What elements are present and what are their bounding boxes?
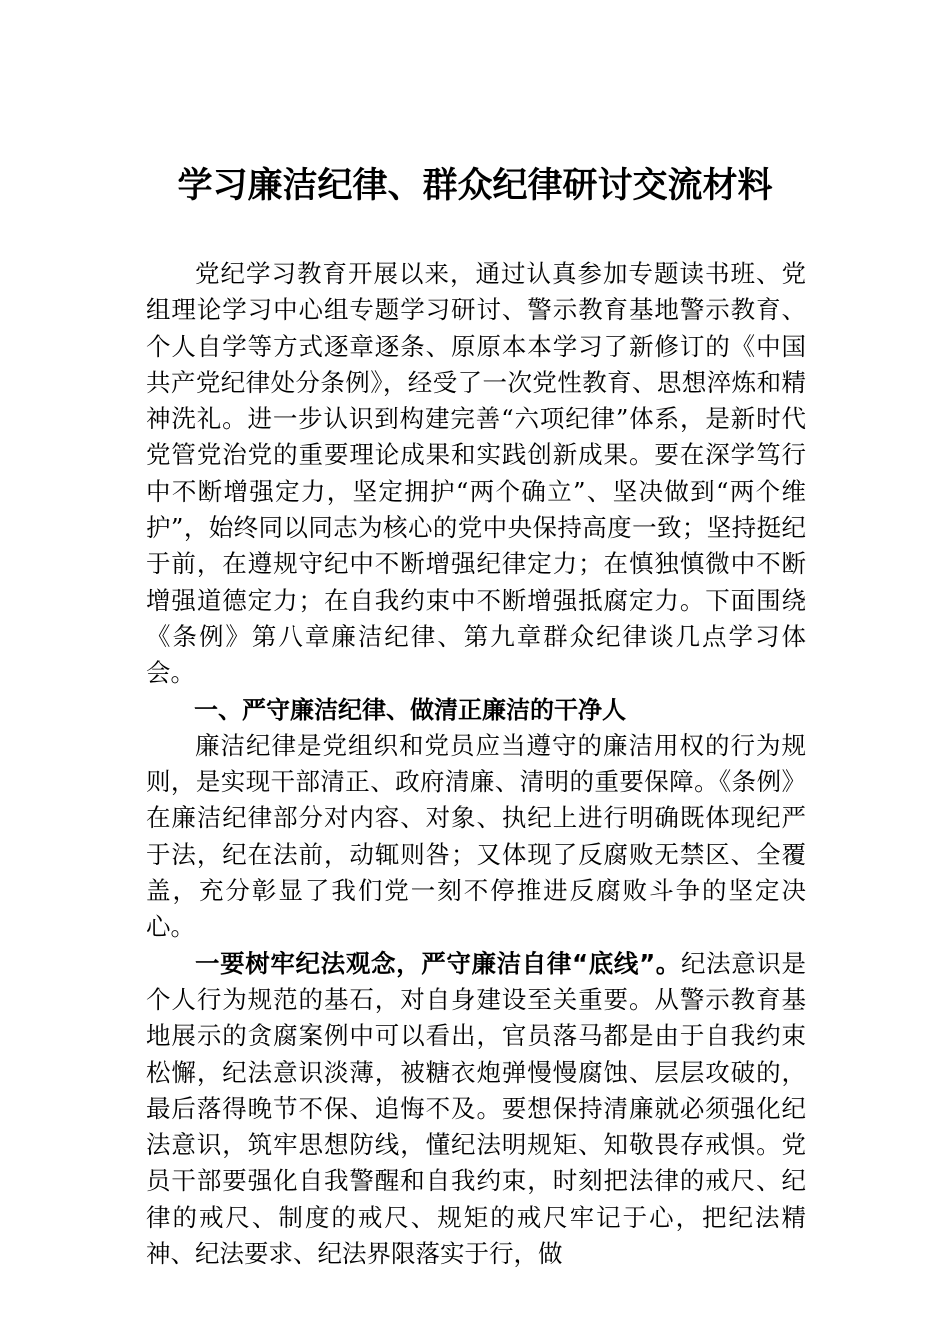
paragraph-lead-sentence: 一要树牢纪法观念，严守廉洁自律“底线”。 <box>195 948 681 978</box>
paragraph-body-text: 纪法意识是个人行为规范的基石，对自身建设至关重要。从警示教育基地展示的贪腐案例中可以看出，官员落马都是由于自我约束松懈，纪法意识淡薄，被糖衣炮弹慢慢腐蚀、层层攻破的，最后落得晚节不保、追悔不及。要想保持清廉就必须强化纪法意识，筑牢思想防线，懂纪法明规矩、知敬畏存戒惧。党员干部要强化自我警醒和自我约束，时刻把法律的戒尺、纪律的戒尺、制度的戒尺、规矩的戒尺牢记于心，把纪法精神、纪法要求、纪法界限落实于行，做 <box>146 948 807 1269</box>
section-1-paragraph-2 <box>146 946 806 1273</box>
intro-paragraph: 党纪学习教育开展以来，通过认真参加专题读书班、党组理论学习中心组专题学习研讨、警示教育基地警示教育、个人自学等方式逐章逐条、原原本本学习了新修订的《中国共产党纪律处分条例》，经受了一次党性教育、思想淬炼和精神洗礼。进一步认识到构建完善“六项纪律”体系，是新时代党管党治党的重要理论成果和实践创新成果。要在深学笃行中不断增强定力，坚定拥护“两个确立”、坚决做到“两个维护”，始终同以同志为核心的党中央保持高度一致；坚持挺纪于前，在遵规守纪中不断增强纪律定力；在慎独慎微中不断增强道德定力；在自我约束中不断增强抵腐定力。下面围绕《条例》第八章廉洁纪律、第九章群众纪律谈几点学习体会。 <box>146 259 806 688</box>
document-body <box>146 256 806 1272</box>
section-heading-1: 一、严守廉洁纪律、做清正廉洁的干净人 <box>194 695 626 724</box>
section-1-paragraph-1: 廉洁纪律是党组织和党员应当遵守的廉洁用权的行为规则，是实现干部清正、政府清廉、清明的重要保障。《条例》在廉洁纪律部分对内容、对象、执纪上进行明确既体现纪严于法，纪在法前，动辄则咎；又体现了反腐败无禁区、全覆盖，充分彰显了我们党一刻不停推进反腐败斗争的坚定决心。 <box>146 730 806 942</box>
document-title: 学习廉洁纪律、群众纪律研讨交流材料 <box>177 165 773 206</box>
